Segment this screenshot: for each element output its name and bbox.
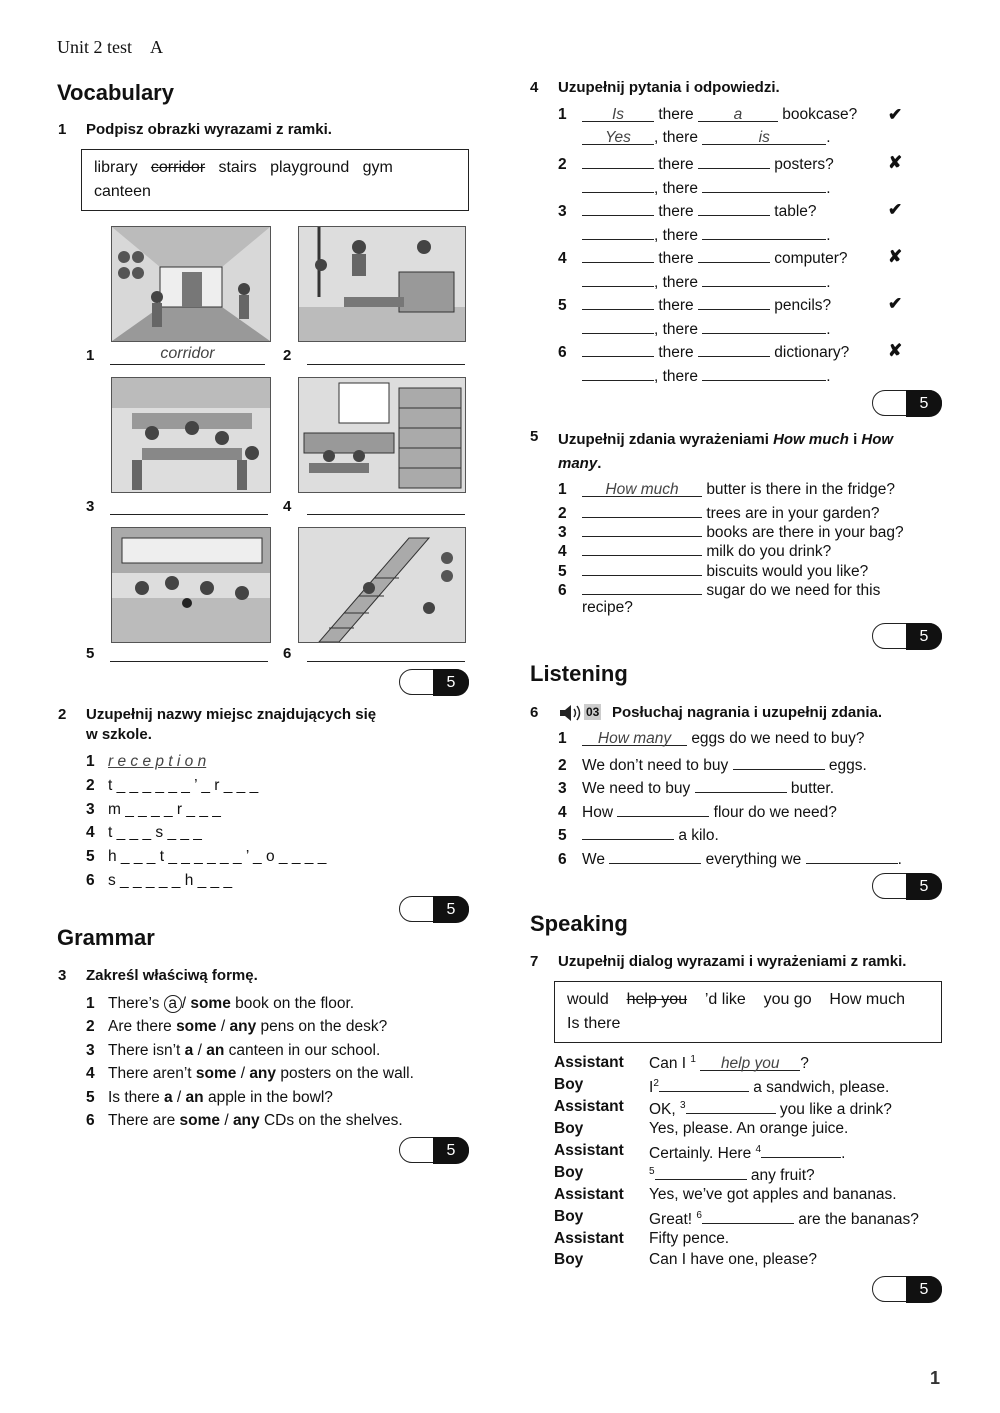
- answer-blank: help you: [700, 1055, 800, 1071]
- task4-question[interactable]: 5 there pencils?: [558, 294, 831, 315]
- answer-line[interactable]: [307, 514, 465, 515]
- speaker: Boy: [554, 1208, 584, 1225]
- audio-icon[interactable]: [558, 704, 582, 723]
- cross-icon: ✘: [888, 153, 903, 172]
- task4-question[interactable]: 4 there computer?: [558, 247, 848, 268]
- task2-item[interactable]: 4 t _ _ _ s _ _ _: [86, 824, 202, 841]
- task2-item[interactable]: 1 r e c e p t i o n: [86, 753, 207, 770]
- task4-answer[interactable]: , there .: [582, 318, 831, 339]
- word: you go: [763, 991, 812, 1008]
- answer-line[interactable]: [307, 661, 465, 662]
- speaker: Assistant: [554, 1054, 624, 1071]
- answer-blank: a: [698, 106, 778, 122]
- answer-line[interactable]: [110, 514, 268, 515]
- word-crossed: corridor: [150, 159, 206, 176]
- task2-letters: t _ _ _ _ _ _ ’ _ r _ _ _: [108, 777, 259, 794]
- circled-answer: a: [164, 995, 182, 1013]
- task-number: 2: [58, 706, 67, 723]
- task-text: Zakreśl właściwą formę.: [86, 967, 258, 984]
- task-number: 6: [530, 704, 539, 721]
- score-box-task5: [872, 623, 942, 649]
- answer-blank: Yes: [582, 129, 654, 145]
- dialog-line: Assistant Fifty pence.: [554, 1230, 730, 1247]
- picture-number: 4: [283, 498, 292, 515]
- picture-answer[interactable]: corridor: [160, 345, 215, 362]
- task5-item[interactable]: 6 sugar do we need for this: [558, 579, 880, 600]
- task2-letters: h _ _ _ t _ _ _ _ _ _ ’ _ o _ _ _ _: [108, 848, 327, 865]
- word: gym: [362, 159, 393, 176]
- word: How much: [829, 991, 905, 1008]
- speaker: Boy: [554, 1164, 584, 1181]
- dialog-line[interactable]: Assistant Certainly. Here $^4$ .: [554, 1142, 846, 1162]
- task-number: 4: [530, 79, 539, 96]
- word: library: [94, 159, 138, 176]
- dialog-line: Boy Yes, please. An orange juice.: [554, 1120, 849, 1137]
- speaker: Assistant: [554, 1230, 624, 1247]
- task2-letters: s _ _ _ _ _ h _ _ _: [108, 872, 233, 889]
- task6-item[interactable]: 6 We everything we .: [558, 848, 902, 869]
- answer-blank: is: [702, 129, 826, 145]
- task3-item[interactable]: 4 There aren’t some / any posters on the wall.: [86, 1065, 414, 1082]
- score-box-task7: [872, 1276, 942, 1302]
- speaker: Boy: [554, 1251, 584, 1268]
- task5-item[interactable]: 5 biscuits would you like?: [558, 560, 868, 581]
- speaker: Boy: [554, 1076, 584, 1093]
- track-number: 03: [586, 705, 600, 719]
- score-value: 5: [906, 623, 942, 650]
- task3-item[interactable]: 2 Are there some / any pens on the desk?: [86, 1018, 388, 1035]
- grammar-heading: Grammar: [57, 925, 155, 950]
- score-box-task4: [872, 390, 942, 416]
- picture-gym: [298, 226, 466, 342]
- vocabulary-heading: Vocabulary: [57, 80, 174, 105]
- check-icon: ✔: [888, 200, 903, 219]
- page-number: 1: [929, 1368, 940, 1388]
- picture-number: 1: [86, 347, 95, 364]
- task3-item[interactable]: 3 There isn’t a / an canteen in our school.: [86, 1042, 381, 1059]
- task6-item[interactable]: 5 a kilo.: [558, 824, 719, 845]
- task-number: 3: [58, 967, 67, 984]
- word: playground: [270, 159, 350, 176]
- task6-item[interactable]: 4 How flour do we need?: [558, 801, 837, 822]
- task3-item[interactable]: 5 Is there a / an apple in the bowl?: [86, 1089, 333, 1106]
- dialog-line: Assistant Yes, we’ve got apples and bananas.: [554, 1186, 897, 1203]
- word-crossed: help you: [626, 991, 688, 1008]
- task7-instruction: [530, 953, 970, 973]
- task3-item[interactable]: 1 There’s a / some book on the floor.: [86, 995, 355, 1012]
- word: Is there: [567, 1015, 621, 1032]
- task4-question[interactable]: 6 there dictionary?: [558, 341, 849, 362]
- dialog-line[interactable]: Assistant Can I $^1$ help you ?: [554, 1054, 809, 1073]
- answer-line: [110, 364, 265, 365]
- score-box-task3: [399, 1137, 469, 1163]
- picture-canteen: [111, 377, 271, 493]
- picture-corridor: [111, 226, 271, 342]
- speaker: Boy: [554, 1120, 584, 1137]
- score-value: 5: [906, 1276, 942, 1303]
- task4-question[interactable]: 1 Is there a bookcase?: [558, 106, 858, 123]
- task5-item[interactable]: 3 books are there in your bag?: [558, 521, 904, 542]
- picture-number: 6: [283, 645, 292, 662]
- word: would: [567, 991, 609, 1008]
- task3-instruction: [58, 967, 458, 987]
- task4-answer[interactable]: Yes , there is .: [582, 129, 831, 147]
- speaker: Assistant: [554, 1186, 624, 1203]
- task-text: Posłuchaj nagrania i uzupełnij zdania.: [612, 704, 883, 721]
- task-number: 1: [58, 121, 67, 138]
- task2-item[interactable]: 2 t _ _ _ _ _ _ ’ _ r _ _ _: [86, 777, 259, 794]
- score-box-task1: [399, 669, 469, 695]
- task4-answer[interactable]: , there .: [582, 365, 831, 386]
- task6-instruction: [530, 704, 950, 724]
- task5-item[interactable]: 4 milk do you drink?: [558, 540, 831, 561]
- task3-item[interactable]: 6 There are some / any CDs on the shelves.: [86, 1112, 403, 1129]
- task2-answer: r e c e p t i o n: [108, 753, 207, 770]
- cross-icon: ✘: [888, 341, 903, 360]
- task2-instruction: [58, 706, 478, 746]
- picture-playground: [111, 527, 271, 643]
- word: stairs: [218, 159, 257, 176]
- task-text: Uzupełnij dialog wyrazami i wyrażeniami z ramki.: [558, 953, 907, 970]
- word-box-task7: [554, 981, 942, 1043]
- answer-blank: Is: [582, 106, 654, 122]
- answer-blank: How much: [582, 481, 702, 497]
- task4-answer[interactable]: , there .: [582, 177, 831, 198]
- task5-item[interactable]: 2 trees are in your garden?: [558, 502, 880, 523]
- score-value: 5: [906, 873, 942, 900]
- answer-line[interactable]: [307, 364, 465, 365]
- task6-item[interactable]: 2 We don’t need to buy eggs.: [558, 754, 867, 775]
- unit-title: [57, 37, 163, 58]
- task-number: 7: [530, 953, 539, 970]
- task4-answer[interactable]: , there .: [582, 271, 831, 292]
- speaking-heading: Speaking: [530, 911, 628, 936]
- word: canteen: [94, 183, 151, 200]
- task-number: 5: [530, 428, 539, 445]
- picture-library: [298, 377, 466, 493]
- task4-instruction: [530, 79, 950, 99]
- cross-icon: ✘: [888, 247, 903, 266]
- score-box-task6: [872, 873, 942, 899]
- speaker: Assistant: [554, 1142, 624, 1159]
- score-value: 5: [433, 669, 469, 696]
- unit-version: A: [150, 37, 163, 57]
- dialog-line[interactable]: Assistant OK, $^3$ you like a drink?: [554, 1098, 892, 1118]
- task2-item[interactable]: 3 m _ _ _ _ r _ _ _: [86, 801, 221, 818]
- answer-blank: How many: [582, 730, 687, 746]
- listening-heading: Listening: [530, 661, 628, 686]
- task4-question[interactable]: 3 there table?: [558, 200, 817, 221]
- task2-item[interactable]: 6 s _ _ _ _ _ h _ _ _: [86, 872, 233, 889]
- task-text-line2: w szkole.: [86, 726, 152, 743]
- task5-wrap: recipe?: [582, 599, 633, 616]
- unit-label: Unit 2 test: [57, 37, 132, 57]
- task-text: Podpisz obrazki wyrazami z ramki.: [86, 121, 332, 138]
- task4-answer[interactable]: , there .: [582, 224, 831, 245]
- score-value: 5: [433, 896, 469, 923]
- word: ’d like: [704, 991, 746, 1008]
- check-icon: ✔: [888, 105, 903, 124]
- picture-number: 3: [86, 498, 95, 515]
- dialog-line[interactable]: Boy Great! $^6$ are the bananas?: [554, 1208, 919, 1228]
- task5-instruction: 5 Uzupełnij zdania wyrażeniami How much i How many.: [530, 428, 894, 472]
- word-box-task1: [81, 149, 469, 211]
- score-value: 5: [906, 390, 942, 417]
- picture-stairs: [298, 527, 466, 643]
- task1-instruction: [58, 121, 458, 141]
- dialog-line[interactable]: Boy $^5$ any fruit?: [554, 1164, 815, 1184]
- score-value: 5: [433, 1137, 469, 1164]
- answer-line[interactable]: [110, 661, 268, 662]
- task4-question[interactable]: 2 there posters?: [558, 153, 834, 174]
- task2-item[interactable]: 5 h _ _ _ t _ _ _ _ _ _ ’ _ o _ _ _ _: [86, 848, 327, 865]
- task-text: Uzupełnij pytania i odpowiedzi.: [558, 79, 780, 96]
- task5-item[interactable]: 1 How much butter is there in the fridge?: [558, 481, 896, 498]
- picture-number: 2: [283, 347, 292, 364]
- task2-letters: m _ _ _ _ r _ _ _: [108, 801, 221, 818]
- task2-letters: t _ _ _ s _ _ _: [108, 824, 202, 841]
- task-text: Uzupełnij nazwy miejsc znajdujących się: [86, 706, 377, 723]
- task6-item[interactable]: 1 How many eggs do we need to buy?: [558, 730, 865, 747]
- score-box-task2: [399, 896, 469, 922]
- task6-item[interactable]: 3 We need to buy butter.: [558, 777, 834, 798]
- dialog-line[interactable]: Boy $I^2$ a sandwich, please.: [554, 1076, 890, 1096]
- check-icon: ✔: [888, 294, 903, 313]
- dialog-line: Boy Can I have one, please?: [554, 1251, 818, 1268]
- picture-number: 5: [86, 645, 95, 662]
- speaker: Assistant: [554, 1098, 624, 1115]
